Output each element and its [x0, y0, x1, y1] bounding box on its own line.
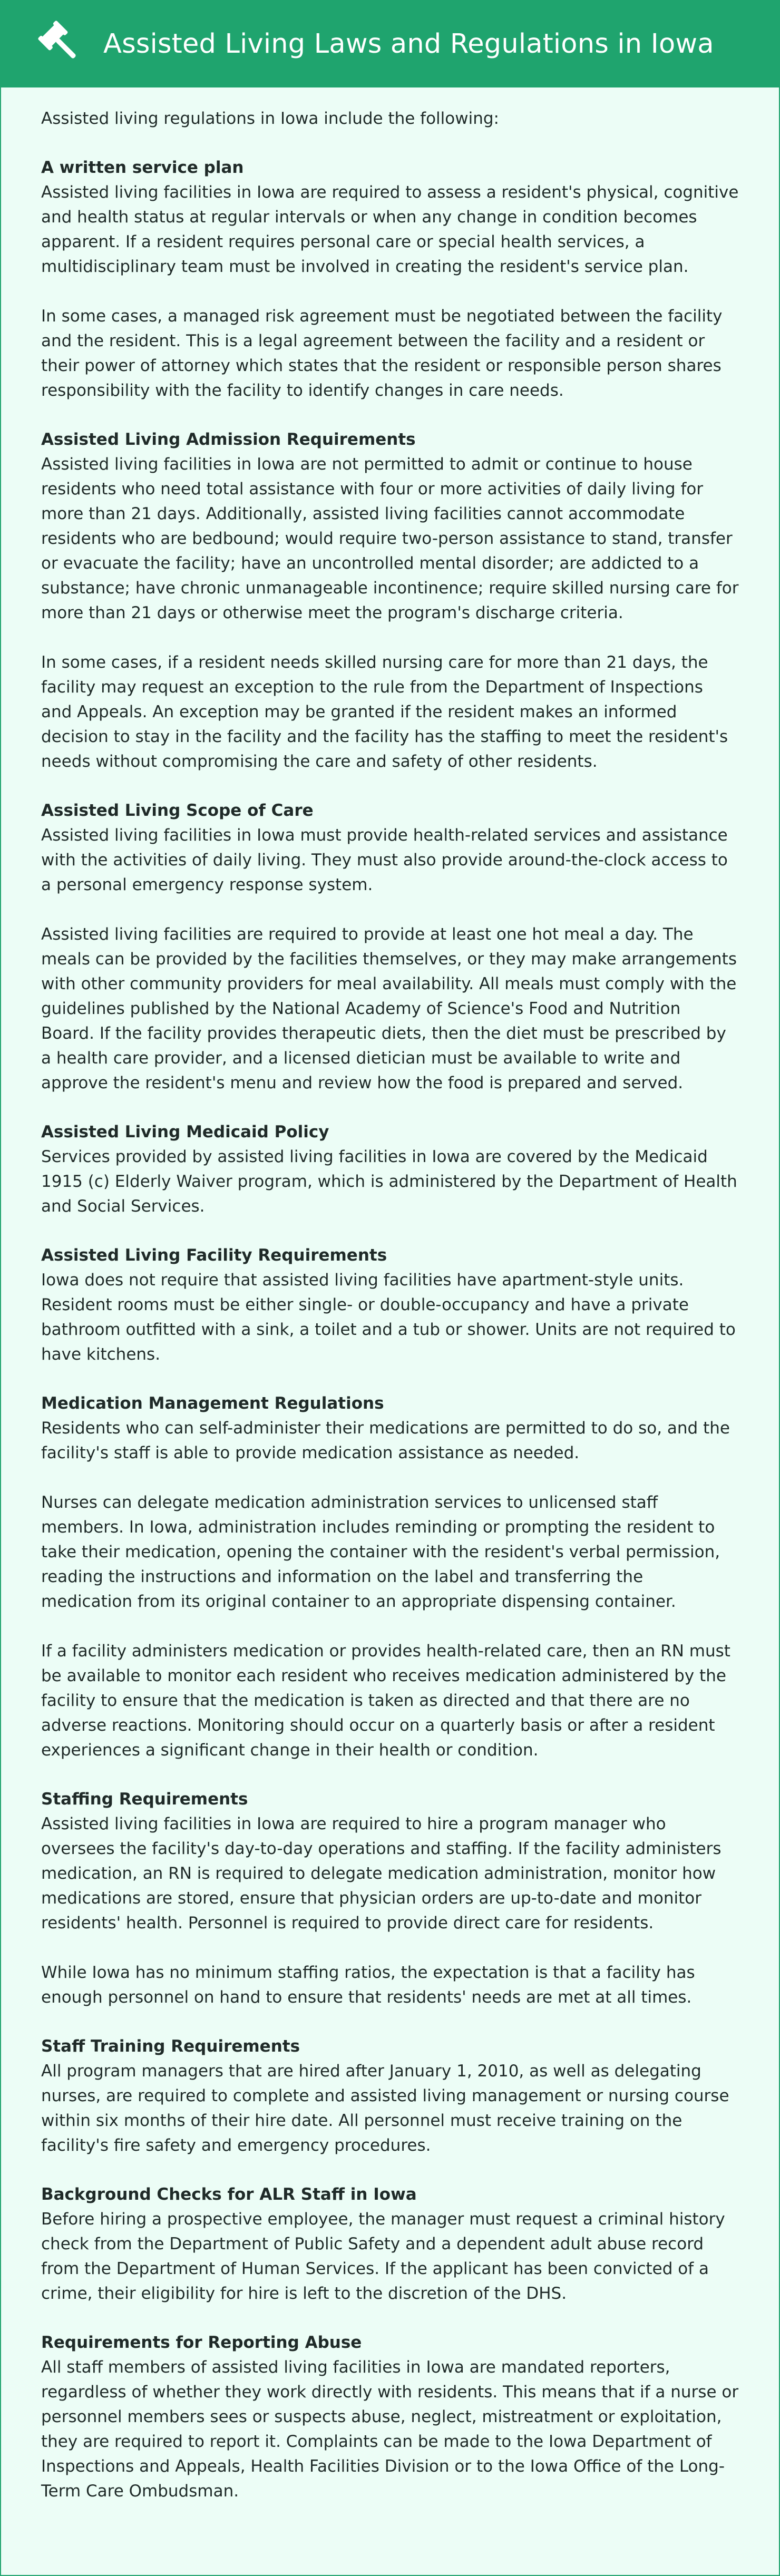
intro-text: Assisted living regulations in Iowa include the following:: [41, 109, 499, 128]
section-heading: Assisted Living Scope of Care: [41, 801, 314, 820]
section-heading: Assisted Living Facility Requirements: [41, 1246, 387, 1265]
section-paragraph: While Iowa has no minimum staffing ratios, the expectation is that a facility has enough personnel on hand to ensure that residents' needs are met at all times.: [41, 1963, 695, 2007]
section: [41, 2330, 739, 2504]
section-paragraph: In some cases, if a resident needs skilled nursing care for more than 21 days, the facility may request an exception to the rule from the Department of Inspections and Appeals. An exception may be granted if the resident makes an informed decision to stay in the facility and the facility has the staffing to meet the resident's needs without compromising the care and safety of other residents.: [41, 653, 728, 771]
section: [41, 2182, 739, 2306]
page-title: Assisted Living Laws and Regulations in Iowa: [103, 28, 714, 60]
section-heading: Staffing Requirements: [41, 1790, 248, 1809]
section: [41, 155, 739, 403]
section: [41, 1120, 739, 1219]
section-heading: Assisted Living Medicaid Policy: [41, 1123, 329, 1141]
section-paragraph: All staff members of assisted living facilities in Iowa are mandated reporters, regardless of whether they work directly with residents. This means that if a nurse or personnel members sees or suspects abuse, neglect, mistreatment or exploitation, they are required to report it. Complaints can be made to the Iowa Department of Inspections and Appeals, Health Facilities Division or to the Iowa Office of the Long-Term Care Ombudsman.: [41, 2358, 739, 2501]
section-paragraph: Services provided by assisted living facilities in Iowa are covered by the Medicaid 1915 (c) Elderly Waiver program, which is administered by the Department of Health and Social Services.: [41, 1147, 737, 1216]
section: [41, 1391, 739, 1763]
section: [41, 1243, 739, 1367]
section-paragraph: Assisted living facilities in Iowa must provide health-related services and assistance with the activities of daily living. They must also provide around-the-clock access to a personal emergency response system.: [41, 826, 728, 894]
section: [41, 2034, 739, 2158]
section-paragraph: Assisted living facilities are required to provide at least one hot meal a day. The meals can be provided by the facilities themselves, or they may make arrangements with other community providers for meal availability. All meals must comply with the guidelines published by the National Academy of Science's Food and Nutrition Board. If the facility provides therapeutic diets, then the diet must be prescribed by a health care provider, and a licensed dietician must be available to write and approve the resident's menu and review how the food is prepared and served.: [41, 925, 737, 1092]
sections-list: [41, 155, 739, 2504]
card-header: [1, 0, 779, 87]
section-paragraph: Before hiring a prospective employee, the manager must request a criminal history check from the Department of Public Safety and a dependent adult abuse record from the Department of Human Services. If the applicant has been convicted of a crime, their eligibility for hire is left to the discretion of the DHS.: [41, 2210, 725, 2303]
section: [41, 798, 739, 1096]
section-paragraph: Assisted living facilities in Iowa are not permitted to admit or continue to house residents who need total assistance with four or more activities of daily living for more than 21 days. Additionally, assisted living facilities cannot accommodate residents who are bedbound; would require two-person assistance to stand, transfer or evacuate the facility; have an uncontrolled mental disorder; are addicted to a substance; have chronic unmanageable incontinence; require skilled nursing care for more than 21 days or otherwise meet the program's discharge criteria.: [41, 455, 739, 622]
section-heading: A written service plan: [41, 158, 244, 177]
section-paragraph: All program managers that are hired after January 1, 2010, as well as delegating nurses, are required to complete and assisted living management or nursing course within six months of their hire date. All personnel must receive training on the facility's fire safety and emergency procedures.: [41, 2062, 729, 2155]
section-heading: Assisted Living Admission Requirements: [41, 430, 416, 449]
section-heading: Medication Management Regulations: [41, 1394, 384, 1413]
section: [41, 1787, 739, 2010]
gavel-icon: [34, 16, 89, 71]
section-paragraph: Nurses can delegate medication administration services to unlicensed staff members. In Iowa, administration includes reminding or prompting the resident to take their medication, opening the container with the resident's verbal permission, reading the instructions and information on the label and transferring the medication from its original container to an appropriate dispensing container.: [41, 1493, 720, 1611]
section-paragraph: Iowa does not require that assisted living facilities have apartment-style units. Resident rooms must be either single- or double-occupancy and have a private bathroom outfitted with a sink, a toilet and a tub or shower. Units are not required to have kitchens.: [41, 1271, 736, 1364]
section-heading: Background Checks for ALR Staff in Iowa: [41, 2185, 417, 2204]
content-body: [1, 87, 779, 2504]
section-heading: Staff Training Requirements: [41, 2037, 300, 2056]
section: [41, 427, 739, 774]
section-paragraph: Assisted living facilities in Iowa are required to hire a program manager who oversees the facility's day-to-day operations and staffing. If the facility administers medication, an RN is required to delegate medication administration, monitor how medications are stored, ensure that physician orders are up-to-date and monitor residents' health. Personnel is required to provide direct care for residents.: [41, 1814, 721, 1933]
section-paragraph: In some cases, a managed risk agreement must be negotiated between the facility and the resident. This is a legal agreement between the facility and a resident or their power of attorney which states that the resident or responsible person shares responsibility with the facility to identify changes in care needs.: [41, 307, 723, 400]
section-paragraph: Residents who can self-administer their medications are permitted to do so, and the facility's staff is able to provide medication assistance as needed.: [41, 1419, 730, 1462]
section-heading: Requirements for Reporting Abuse: [41, 2333, 362, 2352]
section-paragraph: Assisted living facilities in Iowa are required to assess a resident's physical, cognitive and health status at regular intervals or when any change in condition becomes apparent. If a resident requires personal care or special health services, a multidisciplinary team must be involved in creating the resident's service plan.: [41, 183, 739, 276]
section-paragraph: If a facility administers medication or provides health-related care, then an RN must be available to monitor each resident who receives medication administered by the facility to ensure that the medication is taken as directed and that there are no adverse reactions. Monitoring should occur on a quarterly basis or after a resident experiences a significant change in their health or condition.: [41, 1642, 730, 1760]
